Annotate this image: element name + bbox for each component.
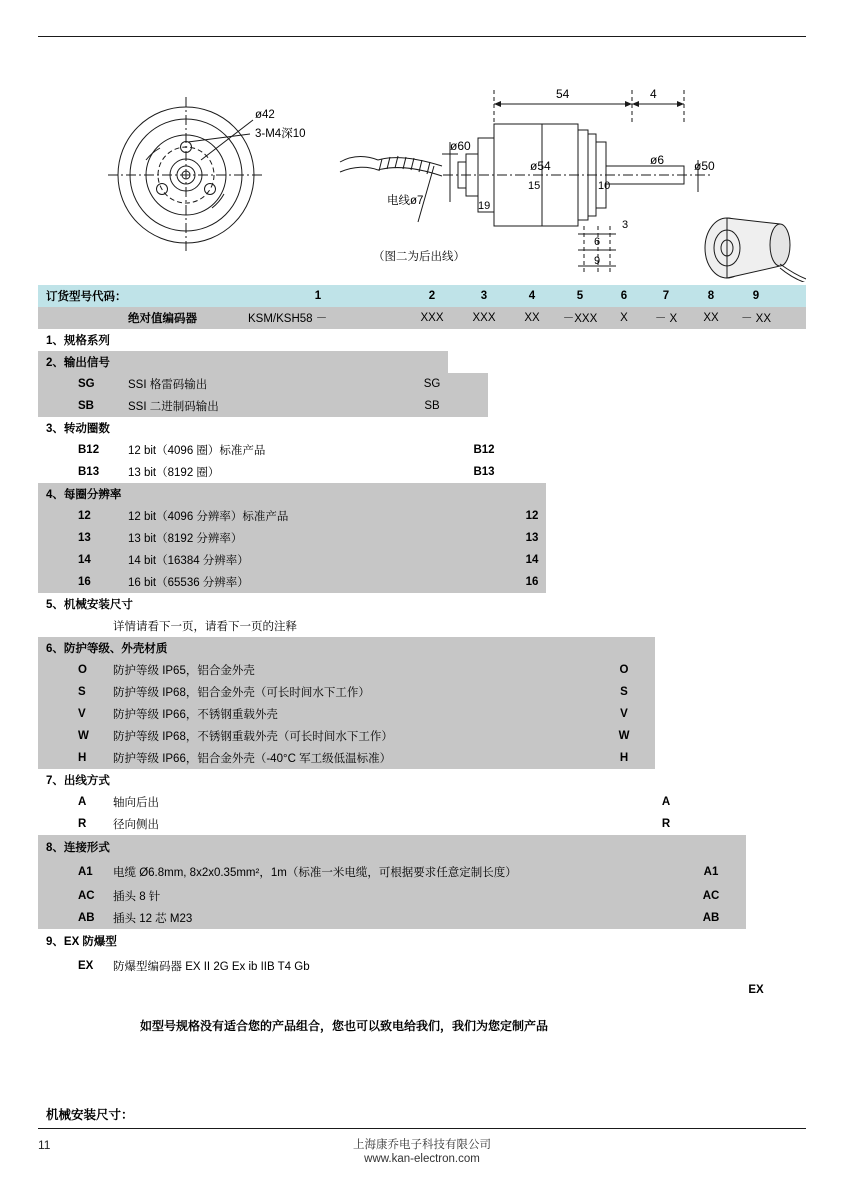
section-3-title: 3、转动圈数	[46, 423, 110, 435]
section-7-title: 7、出线方式	[46, 775, 110, 787]
code-conn-a1: A1	[78, 866, 93, 878]
section-4-title: 4、每圈分辨率	[46, 489, 122, 501]
val-ip-o: O	[619, 664, 629, 676]
section-7-row-1	[38, 791, 806, 813]
desc-res-14: 14 bit（16384 分辨率）	[128, 555, 249, 567]
section-2-title: 2、输出信号	[46, 357, 110, 369]
section-8-row-3	[38, 907, 746, 929]
section-4-row-1	[38, 505, 546, 527]
val-b13: B13	[473, 466, 495, 478]
code-ip-v: V	[78, 708, 86, 720]
model-code-4: XX	[524, 312, 540, 324]
code-conn-ab: AB	[78, 912, 95, 924]
code-res-16: 16	[78, 576, 91, 588]
col-header-4: 4	[528, 290, 536, 302]
section-4-row-4	[38, 571, 546, 593]
val-ip-h: H	[619, 752, 629, 764]
val-conn-a1: A1	[703, 866, 719, 878]
desc-res-12: 12 bit（4096 分辨率）标准产品	[128, 511, 289, 523]
section-2-row-1	[38, 373, 488, 395]
section-7-row-2	[38, 813, 806, 835]
section-6-row-3	[38, 703, 655, 725]
col-header-3: 3	[480, 290, 488, 302]
code-ip-s: S	[78, 686, 86, 698]
section-8-row-2	[38, 885, 746, 907]
code-ex: EX	[78, 960, 94, 972]
section-2-title-row	[38, 351, 448, 373]
bottom-divider	[38, 1128, 806, 1129]
desc-sb: SSI 二进制码输出	[128, 401, 219, 413]
desc-mech-note: 详情请看下一页，请看下一页的注释	[113, 621, 297, 633]
desc-ip-w: 防护等级 IP68，不锈钢重载外壳（可长时间水下工作）	[113, 731, 393, 743]
section-5-title: 5、机械安装尺寸	[46, 599, 133, 611]
section-7-title-row	[38, 769, 806, 791]
model-name: 绝对值编码器	[128, 313, 197, 325]
svg-text:ø6: ø6	[650, 153, 665, 167]
col-header-2: 2	[428, 290, 436, 302]
svg-text:6: 6	[594, 236, 601, 248]
section-5-title-row	[38, 593, 806, 615]
val-ip-w: W	[618, 730, 630, 742]
val-ip-s: S	[620, 686, 628, 698]
model-base-code: KSM/KSH58 －	[248, 313, 328, 325]
desc-exit-r: 径向侧出	[113, 819, 159, 831]
code-res-14: 14	[78, 554, 91, 566]
model-code-8: XX	[703, 312, 719, 324]
code-ip-o: O	[78, 664, 87, 676]
section-5-row-1	[38, 615, 806, 637]
desc-ip-v: 防护等级 IP66，不锈钢重载外壳	[113, 709, 278, 721]
col-header-6: 6	[620, 290, 628, 302]
svg-text:15: 15	[528, 180, 541, 192]
section-8-title: 8、连接形式	[46, 842, 110, 854]
svg-text:ø50: ø50	[694, 159, 715, 173]
desc-ip-s: 防护等级 IP68，铝合金外壳（可长时间水下工作）	[113, 687, 370, 699]
desc-exit-a: 轴向后出	[113, 797, 159, 809]
desc-sg: SSI 格雷码输出	[128, 379, 208, 391]
code-sg: SG	[78, 378, 95, 390]
code-sb: SB	[78, 400, 94, 412]
section-3-title-row	[38, 417, 806, 439]
desc-b13: 13 bit（8192 圈）	[128, 467, 220, 479]
svg-text:4: 4	[650, 87, 657, 101]
section-2-row-2	[38, 395, 488, 417]
val-sg: SG	[423, 378, 441, 390]
section-6-row-4	[38, 725, 655, 747]
svg-text:19: 19	[478, 200, 491, 212]
svg-text:9: 9	[594, 255, 601, 267]
desc-res-16: 16 bit（65536 分辨率）	[128, 577, 249, 589]
page-number: 11	[38, 1138, 51, 1152]
val-conn-ac: AC	[702, 890, 720, 902]
code-exit-a: A	[78, 796, 87, 808]
mechanical-dimension-title: 机械安装尺寸：	[46, 1108, 134, 1122]
model-row	[38, 307, 806, 329]
val-sb: SB	[424, 400, 440, 412]
footer-website: www.kan-electron.com	[364, 1153, 480, 1165]
code-res-13: 13	[78, 532, 91, 544]
section-9-title: 9、EX 防爆型	[46, 936, 117, 948]
desc-ip-o: 防护等级 IP65，铝合金外壳	[113, 665, 255, 677]
val-ip-v: V	[620, 708, 628, 720]
svg-text:ø60: ø60	[450, 139, 471, 153]
section-1-title: 1、规格系列	[46, 335, 110, 347]
val-ex: EX	[748, 984, 764, 996]
svg-text:3: 3	[622, 219, 629, 231]
section-6-title-row	[38, 637, 655, 659]
order-code-title: 订货型号代码：	[46, 291, 127, 303]
section-6-title: 6、防护等级、外壳材质	[46, 643, 168, 655]
figure-caption: （图二为后出线）	[373, 251, 465, 263]
top-divider	[38, 36, 806, 37]
section-9-value-row	[38, 979, 806, 1001]
section-9-title-row	[38, 929, 806, 953]
section-4-title-row	[38, 483, 546, 505]
code-exit-r: R	[78, 818, 87, 830]
col-header-1: 1	[314, 290, 322, 302]
col-header-8: 8	[707, 290, 715, 302]
svg-text:ø54: ø54	[530, 159, 551, 173]
section-3-row-2	[38, 461, 806, 483]
svg-text:ø42: ø42	[255, 109, 275, 121]
section-3-row-1	[38, 439, 806, 461]
section-1-title-row	[38, 329, 806, 351]
desc-b12: 12 bit（4096 圈）标准产品	[128, 445, 266, 457]
model-code-3: XXX	[472, 312, 496, 324]
val-res-12: 12	[525, 510, 539, 522]
val-exit-a: A	[661, 796, 671, 808]
desc-ip-h: 防护等级 IP66，铝合金外壳（-40°C 军工级低温标准）	[113, 753, 392, 765]
val-exit-r: R	[661, 818, 671, 830]
section-4-row-3	[38, 549, 546, 571]
model-code-9: － XX	[740, 313, 772, 325]
section-9-row-1	[38, 953, 806, 979]
desc-ex: 防爆型编码器 EX II 2G Ex ib IIB T4 Gb	[113, 961, 310, 973]
col-header-7: 7	[662, 290, 670, 302]
val-res-16: 16	[525, 576, 539, 588]
model-code-5: －XXX	[562, 313, 598, 325]
section-6-row-1	[38, 659, 655, 681]
section-6-row-2	[38, 681, 655, 703]
table-header-row	[38, 285, 806, 307]
footer-company: 上海康乔电子科技有限公司	[353, 1139, 491, 1151]
svg-text:10: 10	[598, 180, 611, 192]
model-code-7: － X	[654, 313, 678, 325]
section-6-row-5	[38, 747, 655, 769]
desc-res-13: 13 bit（8192 分辨率）	[128, 533, 243, 545]
code-ip-h: H	[78, 752, 87, 764]
section-8-title-row	[38, 835, 746, 859]
val-res-13: 13	[525, 532, 539, 544]
val-res-14: 14	[525, 554, 539, 566]
svg-text:3-M4深10: 3-M4深10	[255, 128, 306, 140]
val-conn-ab: AB	[702, 912, 720, 924]
section-8-row-1	[38, 859, 746, 885]
code-res-12: 12	[78, 510, 91, 522]
model-code-2: XXX	[420, 312, 444, 324]
desc-conn-ab: 插头 12 芯 M23	[113, 913, 193, 925]
col-header-5: 5	[576, 290, 584, 302]
order-code-table	[38, 285, 806, 1001]
code-conn-ac: AC	[78, 890, 95, 902]
desc-conn-ac: 插头 8 针	[113, 891, 161, 903]
code-b13: B13	[78, 466, 100, 478]
section-4-row-2	[38, 527, 546, 549]
technical-drawings	[38, 42, 806, 282]
cable-label: 电线ø7	[387, 195, 424, 207]
val-b12: B12	[473, 444, 495, 456]
col-header-9: 9	[752, 290, 760, 302]
code-b12: B12	[78, 444, 100, 456]
custom-order-note: 如型号规格没有适合您的产品组合，您也可以致电给我们，我们为您定制产品	[140, 1019, 549, 1033]
code-ip-w: W	[78, 730, 89, 742]
model-code-6: X	[620, 312, 628, 324]
svg-text:54: 54	[556, 87, 570, 101]
desc-conn-a1: 电缆 Ø6.8mm, 8x2x0.35mm²，1m（标准一米电缆，可根据要求任意定制长度）	[113, 867, 517, 879]
